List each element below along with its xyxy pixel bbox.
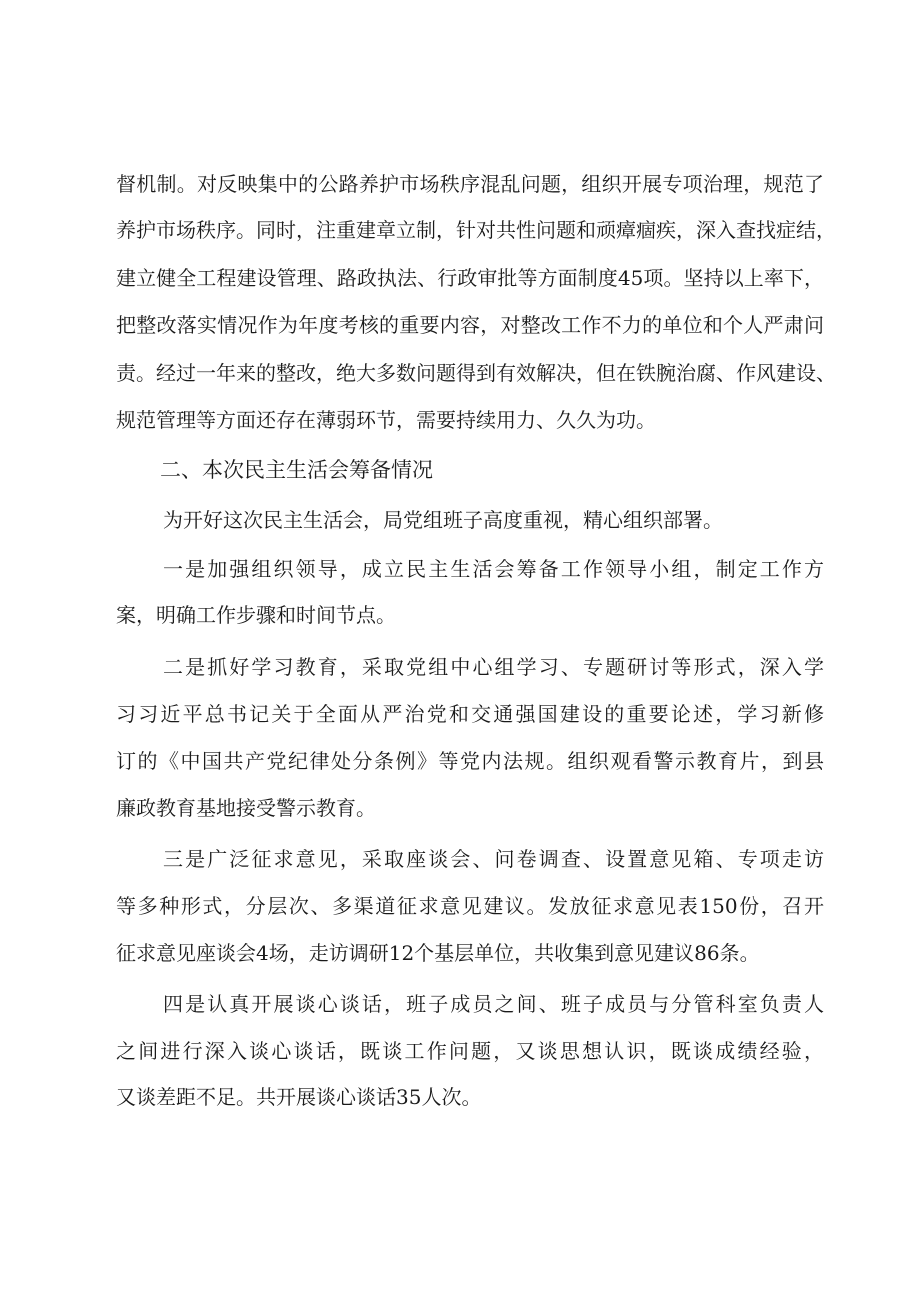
text-line: 四是认真开展谈心谈话，班子成员之间、班子成员与分管科室负责人 [163,992,824,1016]
text-line: 规范管理等方面还存在薄弱环节，需要持续用力、久久为功。 [116,408,656,432]
text-line: 之间进行深入谈心谈话，既谈工作问题，又谈思想认识，既谈成绩经验， [116,1039,824,1063]
text-line: 征求意见座谈会4场，走访调研12个基层单位，共收集到意见建议86条。 [116,941,760,965]
text-line: 把整改落实情况作为年度考核的重要内容，对整改工作不力的单位和个人严肃问 [116,313,824,337]
section-heading: 二、本次民主生活会筹备情况 [160,458,433,482]
text-line: 习习近平总书记关于全面从严治党和交通强国建设的重要论述，学习新修 [116,702,824,726]
text-line: 等多种形式，分层次、多渠道征求意见建议。发放征求意见表150份，召开 [116,894,824,918]
text-line: 责。经过一年来的整改，绝大多数问题得到有效解决，但在铁腕治腐、作风建设、 [116,361,836,385]
text-line: 一是加强组织领导，成立民主生活会筹备工作领导小组，制定工作方 [163,557,824,581]
text-line: 养护市场秩序。同时，注重建章立制，针对共性问题和顽瘴痼疾，深入查找症结， [116,218,836,242]
text-line: 建立健全工程建设管理、路政执法、行政审批等方面制度45项。坚持以上率下， [116,266,824,290]
intro-paragraph: 为开好这次民主生活会，局党组班子高度重视，精心组织部署。 [163,508,723,532]
text-line: 订的《中国共产党纪律处分条例》等党内法规。组织观看警示教育片，到县 [116,749,824,773]
text-line: 案，明确工作步骤和时间节点。 [116,603,396,627]
text-line: 三是广泛征求意见，采取座谈会、问卷调查、设置意见箱、专项走访 [163,847,824,871]
text-line: 二是抓好学习教育，采取党组中心组学习、专题研讨等形式，深入学 [163,655,824,679]
text-line: 廉政教育基地接受警示教育。 [116,796,376,820]
text-line: 又谈差距不足。共开展谈心谈话35人次。 [116,1085,482,1109]
text-line: 督机制。对反映集中的公路养护市场秩序混乱问题，组织开展专项治理，规范了 [116,172,824,196]
